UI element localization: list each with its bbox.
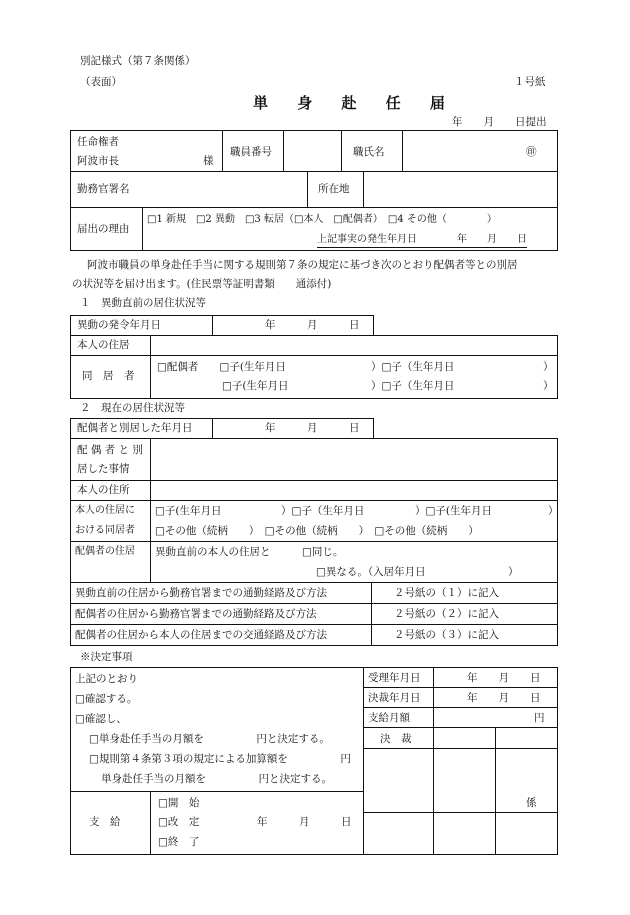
order-date-value: 年 月 日 [265,319,360,331]
decision-line3: □確認し、 [75,713,127,725]
decision-line6: 単身赴任手当の月額を 円と決定する。 [101,773,332,785]
border [557,438,558,645]
decision-heading: ※決定事項 [80,651,133,663]
decision-line4: □単身赴任手当の月額を 円と決定する。 [89,733,330,745]
decision-line5: □規則第４条第３項の規定による加算額を 円 [89,753,351,765]
border [70,500,558,501]
border [70,250,558,251]
border [70,603,558,604]
border [70,130,71,251]
seal-mark: ㊞ [526,146,537,158]
border [283,130,284,171]
cohab1-row2-c: ） [543,380,554,392]
border [557,667,558,855]
border [70,130,558,131]
route1-label: 異動直前の住居から勤務官署までの通勤経路及び方法 [75,587,327,599]
separation-date-label: 配偶者と別居した年月日 [77,422,193,434]
section2-heading: ２ 現在の居住状況等 [80,402,185,414]
approved-date-label: 決裁年月日 [368,692,421,704]
border [150,791,151,854]
spouse-residence-line1: 異動直前の本人の住居と □同じ。 [155,546,344,558]
own-residence-label: 本人の住居 [77,339,130,351]
pay-label: 支 給 [89,816,121,828]
address-label: 所在地 [318,183,350,195]
honorific: 様 [203,155,214,167]
cohab2-row1-c: ）□子(生年月日 [415,505,493,517]
cohab2-label-1: 本人の住居に [75,505,135,516]
section1-heading: １ 異動直前の居住状況等 [80,297,206,309]
order-date-label: 異動の発令年月日 [77,319,161,331]
approval-label: 決 裁 [380,733,412,745]
route3-label: 配偶者の住居から本人の住居までの交通経路及び方法 [75,629,327,641]
border [70,667,71,855]
border [363,812,557,813]
border [373,315,374,335]
side-label: （表面） [80,76,122,88]
cohabitant-label: 同 居 者 [82,370,135,382]
border [70,315,374,316]
reason-label: 届出の理由 [77,223,130,235]
monthly-amount-label: 支給月額 [368,712,410,724]
cohab2-label-2: おける同居者 [75,525,135,536]
border [70,315,71,398]
cohab2-row1-b: ）□子（生年月日 [281,505,365,517]
border [433,667,434,727]
cohab1-row1-c: ） [543,361,554,373]
own-address-label: 本人の住所 [77,484,130,496]
spouse-residence-line2-end: ） [508,566,519,578]
border [363,727,557,728]
separation-date-value: 年 月 日 [265,422,360,434]
border [433,727,434,854]
form-style-label: 別記様式（第７条関係） [80,55,196,67]
staff-number-label: 職員番号 [230,146,272,158]
form-number: １号紙 [514,76,546,88]
decision-line2: □確認する。 [75,693,138,705]
decision-line1: 上記のとおり [75,673,138,685]
border [150,335,151,398]
border [557,130,558,251]
pay-option-start: □開 始 [158,797,200,809]
cohab2-row1-a: □子(生年月日 [155,505,222,517]
route1-value: ２号紙の（１）に記入 [394,587,499,599]
received-date-label: 受理年月日 [368,672,421,684]
border [70,541,558,542]
border [363,748,557,749]
cohab1-row1-a: □配偶者 □子(生年月日 [157,361,286,373]
border [70,207,558,208]
border [557,335,558,398]
border [70,418,374,419]
border [363,667,364,855]
submission-date: 年 月 日提出 [452,116,547,128]
border [341,130,342,171]
border [363,707,557,708]
border [70,624,558,625]
route2-label: 配偶者の住居から勤務官署までの通勤経路及び方法 [75,608,317,620]
border [70,791,364,792]
monthly-amount-unit: 円 [534,712,545,724]
intro-line-2: の状況等を届け出ます。(住民票等証明書類 通添付) [72,278,332,290]
border [70,667,558,668]
received-date-value: 年 月 日 [467,672,541,684]
reason-options: □1 新規 □2 異動 □3 転居（□本人 □配偶者） □4 その他（ ） [147,214,497,225]
border [142,207,143,250]
pay-option-end: □終 了 [158,836,200,848]
cohab1-row1-b: ）□子（生年月日 [371,361,455,373]
appointer-label: 任命権者 [77,136,119,148]
border [371,582,372,645]
border [222,130,223,171]
border [70,355,558,356]
route3-value: ２号紙の（３）に記入 [394,629,499,641]
border [363,687,557,688]
border [212,418,213,438]
border [70,480,558,481]
workplace-label: 勤務官署名 [77,183,130,195]
border [70,645,558,646]
border [495,727,496,854]
pay-option-revise: □改 定 [158,816,200,828]
appointer-name: 阿波市長 [77,155,119,167]
separation-reason-label-2: 居した事情 [77,463,130,475]
border [363,171,364,207]
cohab2-row1-d: ） [548,505,559,517]
intro-line-1: 阿波市職員の単身赴任手当に関する規則第７条の規定に基づき次のとおり配偶者等との別居 [87,259,518,271]
pay-date: 年 月 日 [257,816,352,828]
cohab1-row2-b: ）□子（生年月日 [371,380,455,392]
spouse-residence-label: 配偶者の住居 [75,546,135,557]
border [70,438,558,439]
border [70,418,71,645]
clerk-label: 係 [526,797,537,809]
border [307,171,308,207]
separation-reason-label-1: 配 偶 者 と 別 [77,444,143,456]
border [402,130,403,171]
border [70,335,558,336]
staff-name-label: 職氏名 [353,146,385,158]
border [150,438,151,582]
cohab2-row2: □その他（続柄 ） □その他（続柄 ） □その他（続柄 ） [155,525,479,537]
border [70,398,558,399]
border [70,854,558,855]
approved-date-value: 年 月 日 [467,692,541,704]
occurrence-date: 上記事実の発生年月日 年 月 日 [317,235,527,248]
page-title: 単 身 赴 任 届 [253,94,457,112]
border [373,418,374,438]
spouse-residence-line2: □異なる。（入居年月日 [316,566,426,578]
border [70,171,558,172]
border [70,582,558,583]
route2-value: ２号紙の（２）に記入 [394,608,499,620]
cohab1-row2-a: □子(生年月日 [222,380,289,392]
border [212,315,213,335]
